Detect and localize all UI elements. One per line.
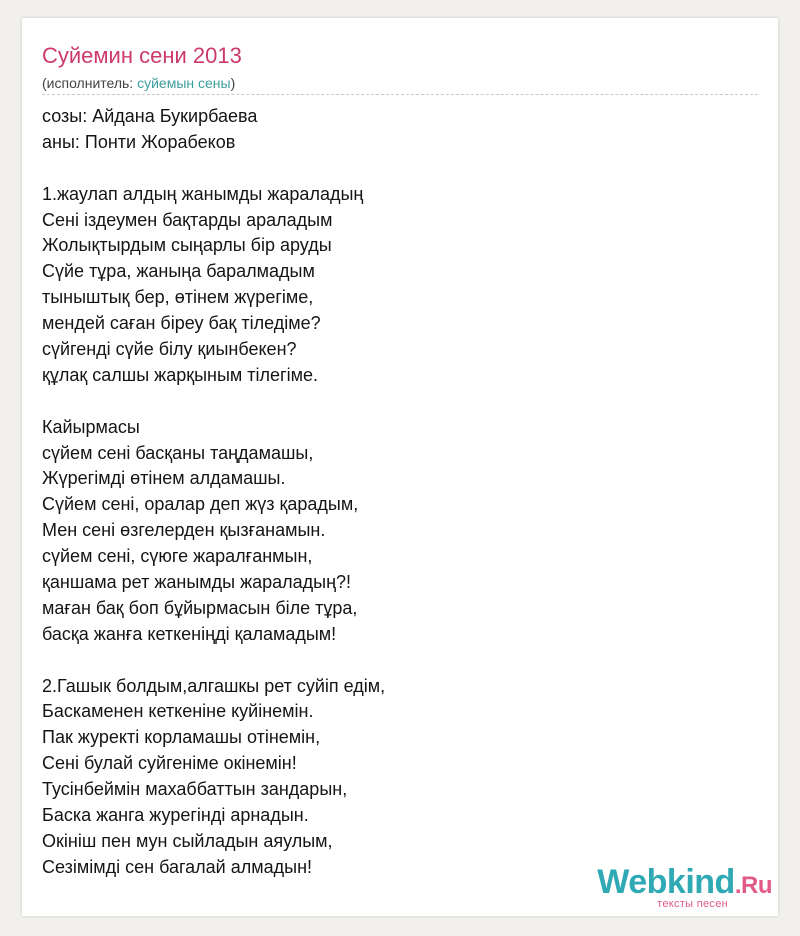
title-divider (42, 94, 758, 95)
artist-suffix: ) (230, 75, 236, 91)
lyric-line: Сүйе тұра, жаныңа баралмадым (42, 261, 315, 282)
lyric-line: сүйем сені, сүюге жаралғанмын, (42, 546, 313, 567)
lyric-line: Баскаменен кеткеніне куйінемін. (42, 701, 314, 722)
song-title: Суйемин сени 2013 (42, 43, 242, 68)
lyric-line: Сүйем сені, оралар деп жүз қарадым, (42, 494, 359, 515)
lyrics-text (42, 104, 758, 881)
lyric-line-credit: аны: Понти Жорабеков (42, 131, 236, 152)
webkind-logo[interactable] (572, 862, 772, 910)
lyric-line: Жолықтырдым сыңарлы бір аруды (42, 235, 332, 256)
lyric-line: Баска жанга журегінді арнадын. (42, 805, 309, 826)
lyric-line: маған бақ боп бұйырмасын біле тұра, (42, 597, 358, 618)
logo-tagline: тексты песен (657, 898, 728, 910)
lyric-line-credit: созы: Айдана Букирбаева (42, 106, 258, 126)
lyric-line: тыныштық бер, өтінем жүрегіме, (42, 287, 314, 308)
lyric-line: 2.Гашык болдым,алгашкы рет суйіп едім, (42, 675, 386, 696)
stanza-gap (42, 156, 758, 182)
artist-prefix: (исполнитель: (42, 75, 138, 91)
lyric-line: сүйгенді сүйе білу қиынбекен? (42, 339, 297, 360)
artist-line (42, 74, 235, 92)
lyric-line: Мен сені өзгелерден қызғанамын. (42, 520, 326, 541)
artist-link[interactable]: суйемын сены (137, 75, 231, 91)
lyric-line: Пак журекті корламашы отінемін, (42, 727, 321, 748)
lyric-line: Сені булай суйгеніме окінемін! (42, 753, 297, 774)
lyric-line: 1.жаулап алдың жанымды жараладың (42, 183, 364, 204)
lyric-line: Тусінбеймін махаббаттын зандарын, (42, 779, 348, 800)
lyric-line: Сені іздеумен бақтарды араладым (42, 209, 333, 230)
lyric-line: құлақ салшы жарқыным тілегіме. (42, 364, 318, 385)
lyrics-card (22, 18, 778, 916)
lyric-line: Жүрегімді өтінем алдамашы. (42, 468, 286, 489)
lyric-line: Окініш пен мун сыйладын аяулым, (42, 830, 333, 851)
lyric-line: мендей саған біреу бақ тіледіме? (42, 313, 321, 334)
logo-tld-text: .Ru (734, 872, 772, 899)
lyric-line: Сезімімді сен багалай алмадын! (42, 856, 313, 877)
lyric-line: басқа жанға кеткеніңді қаламадым! (42, 623, 337, 644)
lyric-line: сүйем сені басқаны таңдамашы, (42, 442, 314, 463)
logo-main-text: Webkind (597, 863, 735, 901)
lyric-line: қаншама рет жанымды жараладың?! (42, 572, 352, 593)
chorus-heading: Кайырмасы (42, 416, 140, 437)
stanza-gap (42, 648, 758, 674)
stanza-gap (42, 389, 758, 415)
